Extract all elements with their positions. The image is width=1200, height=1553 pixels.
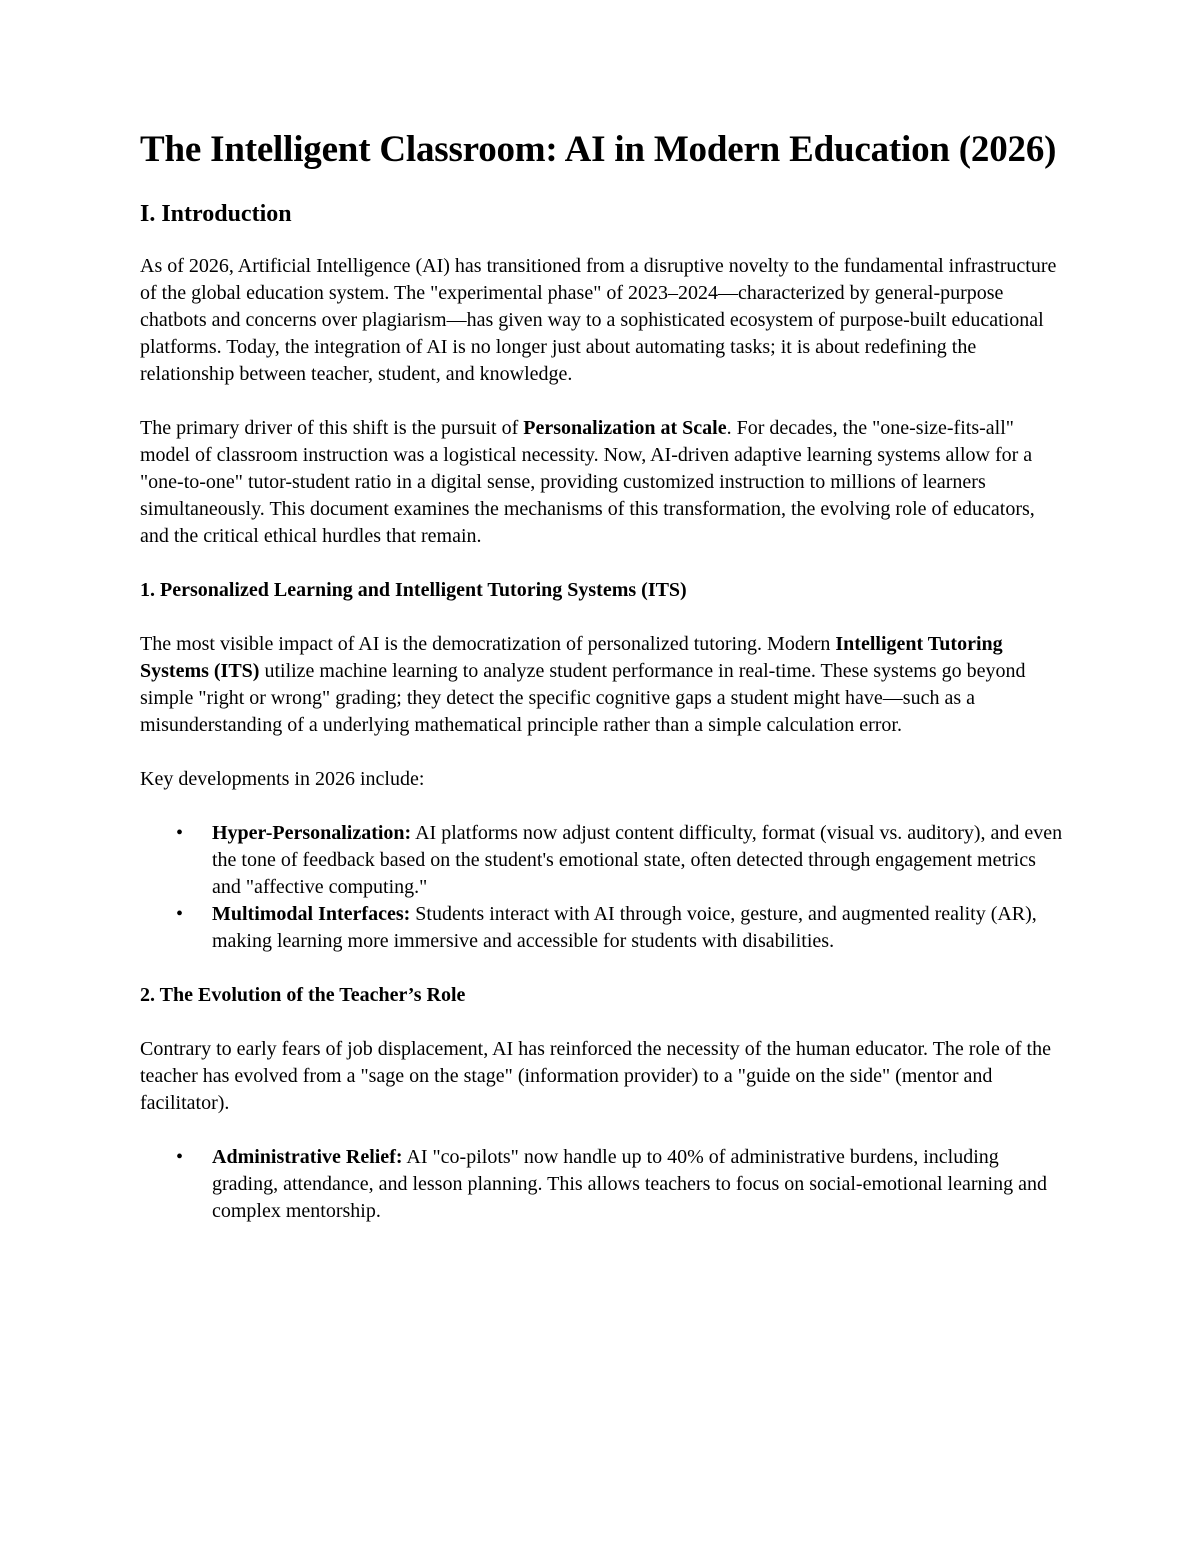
list-item-text: Students interact with AI through voice, gesture, and augmented reality (AR), making learning more immersive and accessible for students with disabilities. <box>212 903 1037 953</box>
section-2-bullet-list <box>140 1144 1065 1225</box>
intro-paragraph-2-lead: The primary driver of this shift is the pursuit of <box>140 417 524 440</box>
list-item-text: AI platforms now adjust content difficulty, format (visual vs. auditory), and even the tone of feedback based on the student's emotional state, often detected through engagement metrics and "affective computing." <box>212 822 1063 899</box>
section-1-paragraph-1 <box>140 631 1065 739</box>
list-item-label: Hyper-Personalization: <box>212 822 412 845</box>
list-item-label: Administrative Relief: <box>212 1146 403 1169</box>
list-item-text: AI "co-pilots" now handle up to 40% of administrative burdens, including grading, attendance, and lesson planning. This allows teachers to focus on social-emotional learning and complex mentorship. <box>212 1146 1047 1223</box>
section-1-paragraph-1-rest: utilize machine learning to analyze student performance in real-time. These systems go beyond simple "right or wrong" grading; they detect the specific cognitive gaps a student might have—such as a misunderstanding of a underlying mathematical principle rather than a simple calculation error. <box>140 660 1026 737</box>
intro-heading: I. Introduction <box>140 201 292 228</box>
section-2-heading: 2. The Evolution of the Teacher’s Role <box>140 984 466 1007</box>
document-page <box>140 128 1065 1225</box>
bullet-icon: • <box>176 822 184 845</box>
section-1-heading: 1. Personalized Learning and Intelligent Tutoring Systems (ITS) <box>140 579 687 602</box>
document-title: The Intelligent Classroom: AI in Modern Education (2026) <box>140 129 1057 170</box>
intro-paragraph-1: As of 2026, Artificial Intelligence (AI) has transitioned from a disruptive novelty to the fundamental infrastructure of the global education system. The "experimental phase" of 2023–2024—characterized by general-purpose chatbots and concerns over plagiarism—has given way to a sophisticated ecosystem of purpose-built educational platforms. Today, the integration of AI is no longer just about automating tasks; it is about redefining the relationship between teacher, student, and knowledge. <box>140 255 1057 386</box>
bullet-icon: • <box>176 1146 184 1169</box>
list-item <box>176 1144 1065 1225</box>
list-item <box>176 820 1065 901</box>
personalization-at-scale-bold: Personalization at Scale <box>523 417 727 440</box>
section-2-paragraph-1: Contrary to early fears of job displacement, AI has reinforced the necessity of the human educator. The role of the teacher has evolved from a "sage on the stage" (information provider) to a "guide on the side" (mentor and facilitator). <box>140 1038 1051 1115</box>
bullet-icon: • <box>176 903 184 926</box>
section-1-bullet-list <box>140 820 1065 955</box>
list-item-label: Multimodal Interfaces: <box>212 903 411 926</box>
intro-paragraph-2-rest: . For decades, the "one-size-fits-all" model of classroom instruction was a logistical necessity. Now, AI-driven adaptive learning systems allow for a "one-to-one" tutor-student ratio in a digital sense, providing customized instruction to millions of learners simultaneously. This document examines the mechanisms of this transformation, the evolving role of educators, and the critical ethical hurdles that remain. <box>140 417 1035 548</box>
its-bold: Intelligent Tutoring Systems (ITS) <box>140 633 1003 683</box>
intro-paragraph-2 <box>140 415 1065 550</box>
list-item <box>176 901 1065 955</box>
section-1-paragraph-2: Key developments in 2026 include: <box>140 768 425 791</box>
section-1-paragraph-1-lead: The most visible impact of AI is the democratization of personalized tutoring. Modern <box>140 633 836 656</box>
